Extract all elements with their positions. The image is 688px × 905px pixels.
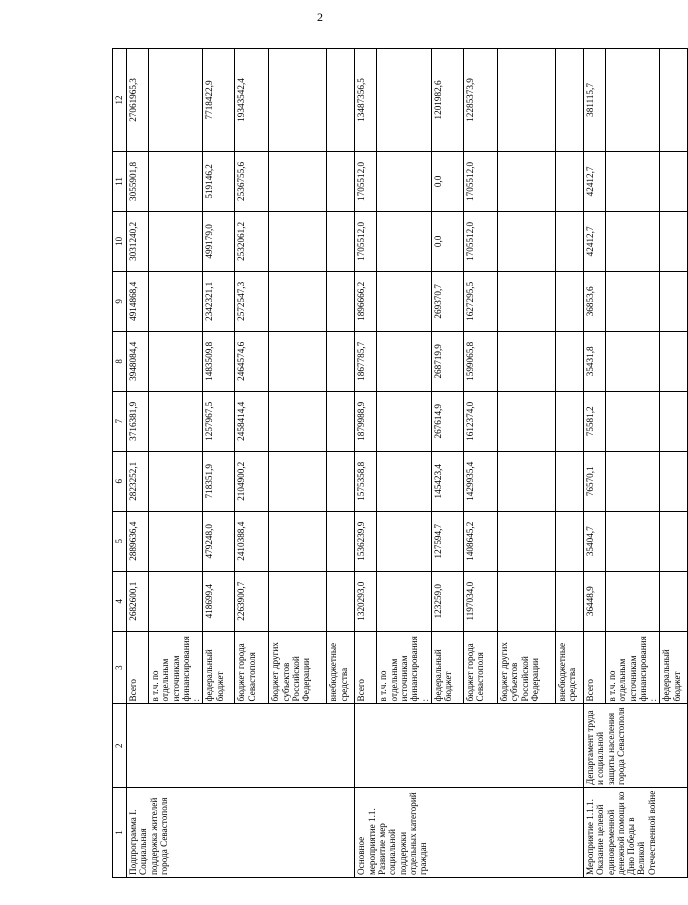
amount-cell [660,211,688,271]
amount-cell [149,391,203,451]
amount-cell: 1429935,4 [463,451,497,511]
amount-cell [327,271,355,331]
amount-cell [149,331,203,391]
amount-cell [660,571,688,631]
amount-cell: 3031240,2 [127,211,149,271]
amount-cell: 3948084,4 [127,331,149,391]
amount-cell: 418699,4 [203,571,235,631]
amount-cell: 12285373,9 [463,49,497,152]
amount-cell [377,211,431,271]
column-number-row [113,49,127,878]
amount-cell: 479248,0 [203,511,235,571]
amount-cell [660,391,688,451]
funding-source-cell: федеральный бюджет [203,631,235,704]
amount-cell: 3055901,8 [127,151,149,211]
amount-cell: 4914868,4 [127,271,149,331]
amount-cell [327,331,355,391]
table-row [127,49,149,878]
amount-cell [327,151,355,211]
amount-cell [555,451,583,511]
amount-cell: 2889636,4 [127,511,149,571]
amount-cell [149,271,203,331]
amount-cell [555,211,583,271]
program-name-cell: Основное мероприятие 1.1. Развитие мер социальной поддержки отдельных категорий граждан [355,788,583,878]
funding-source-cell: Всего [127,631,149,704]
amount-cell [377,49,431,152]
amount-cell: 1879988,9 [355,391,377,451]
amount-cell: 2464574,6 [235,331,269,391]
executor-cell [355,704,583,788]
amount-cell [660,151,688,211]
amount-cell: 42412,7 [583,151,605,211]
funding-source-cell: бюджет города Севастополя [463,631,497,704]
budget-table [112,48,688,878]
amount-cell: 1201982,6 [431,49,463,152]
amount-cell: 36853,6 [583,271,605,331]
amount-cell [269,151,327,211]
amount-cell [605,331,659,391]
amount-cell: 267614,9 [431,391,463,451]
amount-cell [149,211,203,271]
rotated-table-wrapper [112,48,682,878]
amount-cell: 1599065,8 [463,331,497,391]
amount-cell [377,511,431,571]
amount-cell: 13487356,5 [355,49,377,152]
amount-cell [497,49,555,152]
amount-cell: 1705512,0 [355,151,377,211]
column-header: 10 [113,211,127,271]
amount-cell: 1705512,0 [355,211,377,271]
funding-source-cell: федеральный бюджет [431,631,463,704]
amount-cell [660,271,688,331]
column-header: 1 [113,788,127,878]
column-header: 3 [113,631,127,704]
amount-cell [149,511,203,571]
amount-cell: 35431,8 [583,331,605,391]
amount-cell [605,151,659,211]
funding-source-cell: внебюджетные средства [555,631,583,704]
amount-cell: 2410388,4 [235,511,269,571]
column-header: 11 [113,151,127,211]
funding-source-cell: в т.ч. по отдельным источникам финансирования: [149,631,203,704]
amount-cell [269,211,327,271]
amount-cell: 0,0 [431,211,463,271]
amount-cell: 718351,9 [203,451,235,511]
amount-cell: 1483509,8 [203,331,235,391]
amount-cell: 1705512,0 [463,211,497,271]
amount-cell: 76570,1 [583,451,605,511]
column-header: 5 [113,511,127,571]
amount-cell [605,211,659,271]
amount-cell: 1867785,7 [355,331,377,391]
amount-cell: 1197034,0 [463,571,497,631]
program-name-cell: Мероприятие 1.1.1. Оказание целевой единовременной денежной помощи ко Дню Победы в Великой Отечественной войне [583,788,687,878]
amount-cell: 499179,0 [203,211,235,271]
amount-cell: 2104900,2 [235,451,269,511]
amount-cell: 2536755,6 [235,151,269,211]
amount-cell: 1575358,8 [355,451,377,511]
funding-source-cell: бюджет других субъектов Российской Федерации [269,631,327,704]
amount-cell: 1408645,2 [463,511,497,571]
amount-cell: 1705512,0 [463,151,497,211]
amount-cell: 268719,9 [431,331,463,391]
amount-cell: 519146,2 [203,151,235,211]
amount-cell [149,151,203,211]
amount-cell [269,571,327,631]
amount-cell: 1257967,5 [203,391,235,451]
amount-cell: 35404,7 [583,511,605,571]
amount-cell: 1536239,9 [355,511,377,571]
amount-cell [497,511,555,571]
amount-cell: 269370,7 [431,271,463,331]
amount-cell: 1612374,0 [463,391,497,451]
amount-cell [377,451,431,511]
executor-cell [127,704,355,788]
amount-cell [149,451,203,511]
amount-cell: 36448,9 [583,571,605,631]
amount-cell [327,451,355,511]
amount-cell [269,451,327,511]
amount-cell [605,49,659,152]
amount-cell: 2532061,2 [235,211,269,271]
amount-cell [377,151,431,211]
amount-cell [269,391,327,451]
funding-source-cell: в т.ч. по отдельным источникам финансирования: [377,631,431,704]
amount-cell [660,451,688,511]
amount-cell: 1627295,5 [463,271,497,331]
amount-cell: 2342321,1 [203,271,235,331]
column-header: 4 [113,571,127,631]
amount-cell [555,511,583,571]
amount-cell [149,49,203,152]
amount-cell [377,571,431,631]
amount-cell: 7718422,9 [203,49,235,152]
amount-cell [555,571,583,631]
amount-cell: 1320293,0 [355,571,377,631]
amount-cell [327,571,355,631]
column-header: 8 [113,331,127,391]
amount-cell [660,511,688,571]
amount-cell: 2823252,1 [127,451,149,511]
amount-cell: 127594,7 [431,511,463,571]
table-body [127,49,688,878]
amount-cell: 2572547,3 [235,271,269,331]
program-name-cell: Подпрограмма I. Социальная поддержка жителей города Севастополя [127,788,355,878]
amount-cell [149,571,203,631]
amount-cell [377,331,431,391]
amount-cell [605,271,659,331]
amount-cell: 0,0 [431,151,463,211]
amount-cell [497,331,555,391]
amount-cell: 2263900,7 [235,571,269,631]
amount-cell [497,391,555,451]
funding-source-cell: бюджет других субъектов Российской Федерации [497,631,555,704]
amount-cell [605,451,659,511]
funding-source-cell: Всего [355,631,377,704]
amount-cell [497,271,555,331]
amount-cell: 42412,7 [583,211,605,271]
amount-cell [497,211,555,271]
amount-cell: 2458414,4 [235,391,269,451]
amount-cell [497,151,555,211]
amount-cell: 145423,4 [431,451,463,511]
amount-cell [377,271,431,331]
amount-cell [605,511,659,571]
column-header: 12 [113,49,127,152]
amount-cell [269,271,327,331]
amount-cell: 2682600,1 [127,571,149,631]
amount-cell [327,391,355,451]
amount-cell [555,391,583,451]
amount-cell [555,271,583,331]
executor-cell: Департамент труда и социальной защиты населения города Севастополя [583,704,687,788]
amount-cell [605,571,659,631]
table-row [583,49,605,878]
amount-cell [327,211,355,271]
amount-cell [660,49,688,152]
amount-cell [605,391,659,451]
page-number: 2 [317,10,323,24]
column-header: 9 [113,271,127,331]
amount-cell [377,391,431,451]
funding-source-cell: Всего [583,631,605,704]
amount-cell [555,331,583,391]
amount-cell: 381115,7 [583,49,605,152]
funding-source-cell: внебюджетные средства [327,631,355,704]
table-row [355,49,377,878]
amount-cell [327,49,355,152]
funding-source-cell: бюджет города Севастополя [235,631,269,704]
amount-cell: 27061965,3 [127,49,149,152]
amount-cell [497,451,555,511]
amount-cell [660,331,688,391]
amount-cell: 19343542,4 [235,49,269,152]
amount-cell [269,511,327,571]
amount-cell [269,331,327,391]
amount-cell: 75581,2 [583,391,605,451]
amount-cell [327,511,355,571]
amount-cell: 123259,0 [431,571,463,631]
amount-cell [269,49,327,152]
column-header: 7 [113,391,127,451]
column-header: 2 [113,704,127,788]
amount-cell: 3716381,9 [127,391,149,451]
amount-cell [555,49,583,152]
amount-cell [497,571,555,631]
funding-source-cell: в т.ч. по отдельным источникам финансирования: [605,631,659,704]
amount-cell [555,151,583,211]
column-header: 6 [113,451,127,511]
funding-source-cell: федеральный бюджет [660,631,688,704]
amount-cell: 1896666,2 [355,271,377,331]
